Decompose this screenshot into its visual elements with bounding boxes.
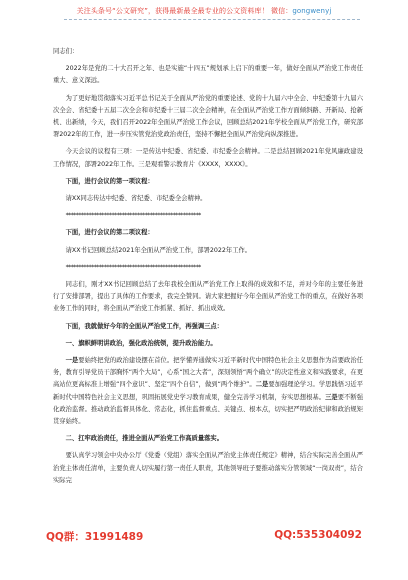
separator-stars-2: ***************************************************** bbox=[65, 263, 201, 271]
paragraph-3: 今天会议的议程有三项：一是传达中纪委、省纪委、市纪委全会精神。二是总结回顾2021年党风廉政建设工作情况，部署2022年工作。三是观看警示教育片《XXXX，XXXX》。 bbox=[53, 148, 363, 168]
watermark-footer bbox=[0, 526, 408, 548]
point-2-title: 二、扛牢政治责任，推进全面从严治党工作高质量落实。 bbox=[65, 435, 224, 443]
point-1-title: 一、旗帜鲜明讲政治，强化政治统领，提升政治能力。 bbox=[65, 339, 217, 347]
paragraph-5: 要认真学习领会中央办公厅《党委（党组）落实全面从严治党主体责任规定》精神，结合实际完善全面从严治党主体责任清单，主要负责人切实履行第一责任人职责，其他领导班子要推动落实分管领域“一岗双责”，结合实际完 bbox=[53, 452, 363, 484]
banner-divider bbox=[64, 19, 360, 20]
qq-group-label: QQ群：31991489 bbox=[46, 531, 144, 543]
agenda-1-body: 请XX同志传达中纪委、省纪委、市纪委全会精神。 bbox=[65, 195, 207, 203]
point-1-text-3: 要不断强化政治监督。推动政治监督具体化、常态化，抓住监督重点、关键点、根本点，切实把严明政治纪律和政治规矩贯穿始终。 bbox=[53, 393, 364, 426]
paragraph-2: 为了更好地贯彻落实习近平总书记关于全面从严治党的重要论述、党的十九届六中全会、中纪委第十九届六次全会、省纪委十五届二次全会和市纪委十三届二次全会精神，在全面从严治党工作方面倾斜路、开新局、抢新机、出新绩，今天，我们召开2022年全面从严治党工作会议，回顾总结2021年学校全面从严治党工作，研究部署2022年的工作，进一步压实管党治党政治责任，坚持不懈把全面从严治党向纵深推进。 bbox=[53, 94, 363, 139]
paragraph-1: 2022年是党的二十大召开之年、也是实施“十四五”规划承上启下的重要一年，做好全面从严治党工作责任重大、意义深远。 bbox=[53, 65, 363, 85]
document-body bbox=[53, 46, 363, 487]
point-1-marker-2: 二是 bbox=[255, 381, 269, 389]
qq-number-label: QQ:535304092 bbox=[274, 529, 362, 541]
point-1-text-1: 要始终把党的政治建设摆在首位。把学懂弄通做实习近平新时代中国特色社会主义思想作为首要政治任务，教育引导党员干部胸怀“两个大局”，心系“国之大者”，深刻领悟“两个确立”的决定性意义和实践要求，在更高站位更高标准上增强“四个意识”、坚定“四个自信”，做到“两个维护”。 bbox=[53, 357, 364, 389]
banner-text: 关注头条号“公文研究”，获得最新最全最专业的公文资料库！ 微信： bbox=[76, 7, 293, 15]
paragraph-4: 同志们，刚才XX书记回顾总结了去年我校全面从严治党工作上取得的成效和不足，并对今年的主要任务进行了安排部署，提出了具体的工作要求，我完全赞同。请大家把握好今年全面从严治党工作的重点，在做好各项业务工作的同时，将全面从严治党工作抓紧、抓好、抓出成效。 bbox=[53, 281, 363, 313]
banner-wechat-id: gongwenyj bbox=[292, 7, 332, 15]
point-1-text-2: 要加强理论学习。学思践悟习近平新时代中国特色社会主义思想，巩固拓展党史学习教育成果，健全完善学习机制，夯实思想根基。 bbox=[53, 381, 364, 401]
agenda-2-body: 请XX书记回顾总结2021年全面从严治党工作，部署2022年工作。 bbox=[65, 246, 252, 254]
separator-stars-1: ***************************************************** bbox=[65, 212, 201, 220]
agenda-2-title: 下面，进行会议的第二项议程： bbox=[65, 229, 154, 237]
point-1-body bbox=[53, 355, 363, 428]
section-title: 下面，我就做好今年的全面从严治党工作，再强调三点： bbox=[65, 322, 224, 330]
agenda-1-title: 下面，进行会议的第一项议程： bbox=[65, 177, 154, 185]
point-1-marker-1: 一是 bbox=[65, 357, 79, 365]
top-banner bbox=[0, 6, 408, 16]
point-1-marker-3: 三是 bbox=[325, 393, 338, 401]
greeting: 同志们： bbox=[53, 48, 79, 55]
